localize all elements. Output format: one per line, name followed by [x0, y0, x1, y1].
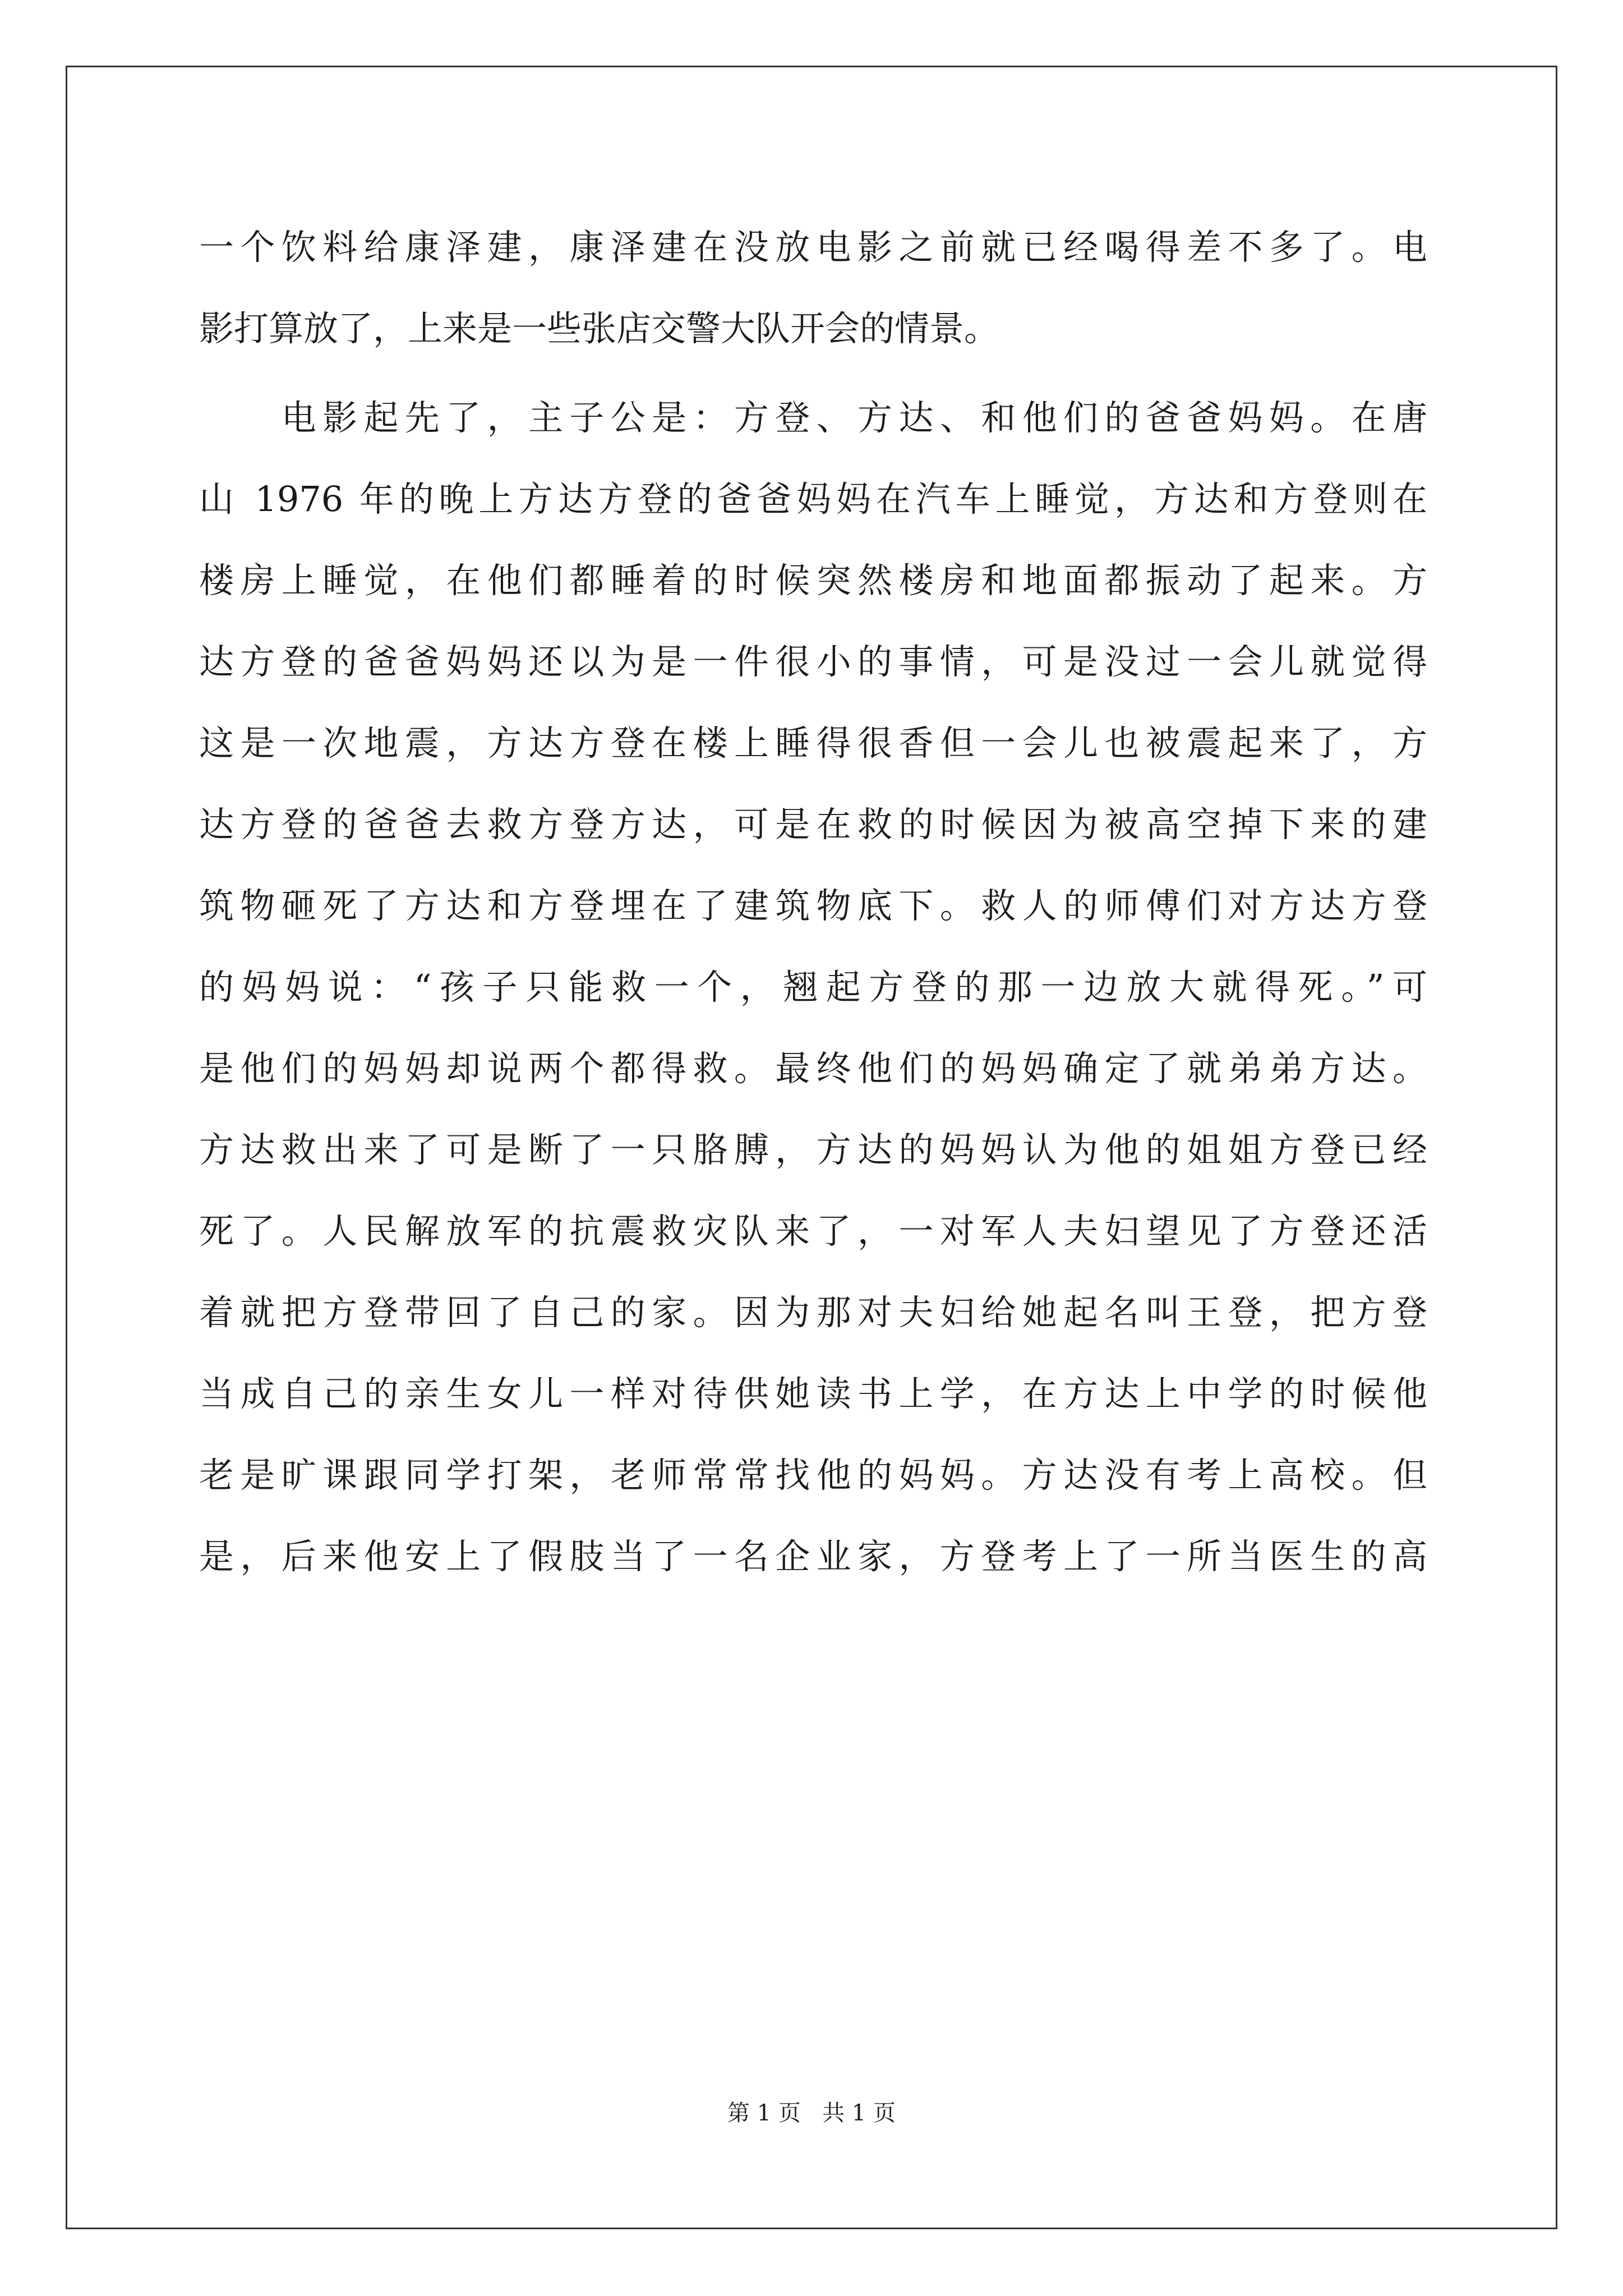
- text-line: 一个饮料给康泽建，康泽建在没放电影之前就已经喝得差不多了。电: [199, 227, 1427, 268]
- document-body: [199, 206, 1427, 1597]
- page-total: 共 1 页: [822, 2100, 896, 2126]
- page-footer: [0, 2099, 1623, 2127]
- text-line: 着就把方登带回了自己的家。因为那对夫妇给她起名叫王登，把方登: [199, 1292, 1427, 1333]
- text-line: 方达救出来了可是断了一只胳膊，方达的妈妈认为他的姐姐方登已经: [199, 1129, 1427, 1170]
- text-line: 是，后来他安上了假肢当了一名企业家，方登考上了一所当医生的高: [199, 1536, 1427, 1577]
- text-line: 山 1976 年的晚上方达方登的爸爸妈妈在汽车上睡觉，方达和方登则在: [199, 478, 1427, 519]
- text-line: 达方登的爸爸妈妈还以为是一件很小的事情，可是没过一会儿就觉得: [199, 641, 1427, 682]
- text-line: 影打算放了，上来是一些张店交警大队开会的情景。: [199, 308, 999, 349]
- text-line: 电影起先了，主子公是：方登、方达、和他们的爸爸妈妈。在唐: [199, 397, 1427, 438]
- page-number: 第 1 页: [727, 2100, 801, 2126]
- text-line: 是他们的妈妈却说两个都得救。最终他们的妈妈确定了就弟弟方达。: [199, 1048, 1427, 1089]
- text-line: 老是旷课跟同学打架，老师常常找他的妈妈。方达没有考上高校。但: [199, 1455, 1427, 1496]
- text-line: 楼房上睡觉，在他们都睡着的时候突然楼房和地面都振动了起来。方: [199, 560, 1427, 601]
- text-line: 当成自己的亲生女儿一样对待供她读书上学，在方达上中学的时候他: [199, 1373, 1427, 1414]
- text-line: 达方登的爸爸去救方登方达，可是在救的时候因为被高空掉下来的建: [199, 804, 1427, 845]
- text-line: 这是一次地震，方达方登在楼上睡得很香但一会儿也被震起来了，方: [199, 723, 1427, 763]
- text-line: 的妈妈说：“孩子只能救一个，翘起方登的那一边放大就得死。”可: [199, 967, 1427, 1007]
- text-line: 死了。人民解放军的抗震救灾队来了，一对军人夫妇望见了方登还活: [199, 1211, 1427, 1251]
- text-line: 筑物砸死了方达和方登埋在了建筑物底下。救人的师傅们对方达方登: [199, 885, 1427, 926]
